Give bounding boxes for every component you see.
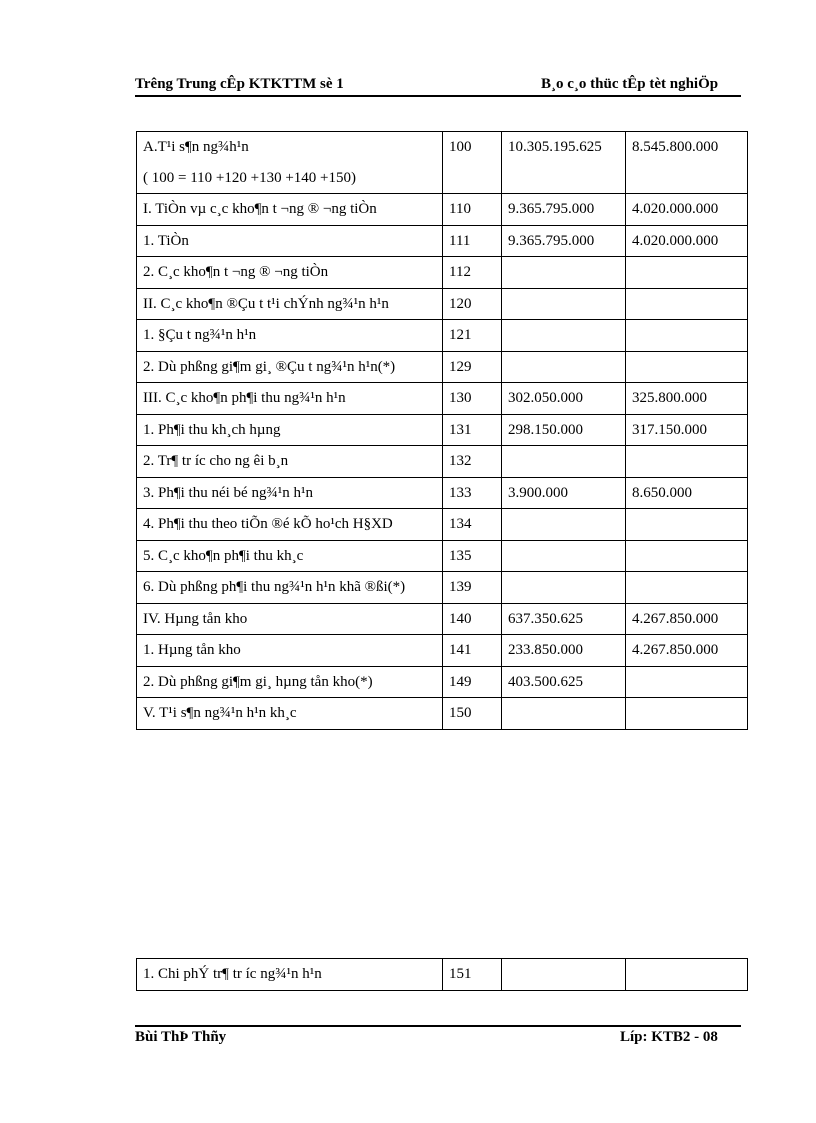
row-value-begin bbox=[626, 509, 748, 541]
row-code: 111 bbox=[443, 225, 502, 257]
table-row bbox=[137, 603, 748, 635]
row-code: 100 bbox=[443, 132, 502, 194]
table-row bbox=[137, 509, 748, 541]
row-code: 130 bbox=[443, 383, 502, 415]
row-value-end: 10.305.195.625 bbox=[502, 132, 626, 194]
row-label: V. T¹i s¶n ng¾¹n h¹n kh¸c bbox=[137, 698, 443, 730]
row-value-begin bbox=[626, 959, 748, 991]
row-code: 131 bbox=[443, 414, 502, 446]
row-value-end: 302.050.000 bbox=[502, 383, 626, 415]
header-report-title: B¸o c¸o thüc tÊp tèt nghiÖp bbox=[541, 76, 719, 92]
footer-divider bbox=[135, 1025, 741, 1027]
row-label: 1. Ph¶i thu kh¸ch hµng bbox=[137, 414, 443, 446]
row-value-begin bbox=[626, 288, 748, 320]
row-value-begin: 317.150.000 bbox=[626, 414, 748, 446]
row-label: 4. Ph¶i thu theo tiÕn ®é kÕ ho¹ch H§XD bbox=[137, 509, 443, 541]
row-label: 2. Dù phßng gi¶m gi¸ hµng tån kho(*) bbox=[137, 666, 443, 698]
table-row bbox=[137, 446, 748, 478]
row-value-end bbox=[502, 959, 626, 991]
row-value-begin: 325.800.000 bbox=[626, 383, 748, 415]
row-code: 139 bbox=[443, 572, 502, 604]
row-value-end: 637.350.625 bbox=[502, 603, 626, 635]
table-row bbox=[137, 635, 748, 667]
row-code: 133 bbox=[443, 477, 502, 509]
row-code: 149 bbox=[443, 666, 502, 698]
row-code: 134 bbox=[443, 509, 502, 541]
row-value-end: 233.850.000 bbox=[502, 635, 626, 667]
row-label: IV. Hµng tån kho bbox=[137, 603, 443, 635]
row-label: 5. C¸c kho¶n ph¶i thu kh¸c bbox=[137, 540, 443, 572]
table-row bbox=[137, 383, 748, 415]
row-code: 132 bbox=[443, 446, 502, 478]
balance-sheet-table bbox=[136, 131, 748, 730]
row-value-begin: 4.267.850.000 bbox=[626, 635, 748, 667]
table-row bbox=[137, 351, 748, 383]
row-label: III. C¸c kho¶n ph¶i thu ng¾¹n h¹n bbox=[137, 383, 443, 415]
table-row bbox=[137, 572, 748, 604]
footer-author: Bùi ThÞ Thñy bbox=[135, 1029, 227, 1045]
table-row bbox=[137, 225, 748, 257]
row-value-end: 298.150.000 bbox=[502, 414, 626, 446]
row-label: 2. Tr¶ tr íc cho ng êi b¸n bbox=[137, 446, 443, 478]
footer-class: Líp: KTB2 - 08 bbox=[620, 1029, 718, 1045]
table-row bbox=[137, 320, 748, 352]
row-code: 141 bbox=[443, 635, 502, 667]
row-value-end: 3.900.000 bbox=[502, 477, 626, 509]
row-value-begin bbox=[626, 320, 748, 352]
table-row bbox=[137, 477, 748, 509]
row-value-begin: 8.650.000 bbox=[626, 477, 748, 509]
table-row bbox=[137, 698, 748, 730]
row-code: 120 bbox=[443, 288, 502, 320]
table-row bbox=[137, 132, 748, 194]
row-value-end bbox=[502, 288, 626, 320]
row-code: 135 bbox=[443, 540, 502, 572]
row-value-begin: 4.267.850.000 bbox=[626, 603, 748, 635]
row-value-end bbox=[502, 540, 626, 572]
row-label: 6. Dù phßng ph¶i thu ng¾¹n h¹n khã ®ßi(*) bbox=[137, 572, 443, 604]
balance-sheet-table-continued bbox=[136, 958, 748, 991]
row-value-begin: 4.020.000.000 bbox=[626, 225, 748, 257]
row-value-begin bbox=[626, 446, 748, 478]
row-code: 121 bbox=[443, 320, 502, 352]
row-label: 2. Dù phßng gi¶m gi¸ ®Çu t ng¾¹n h¹n(*) bbox=[137, 351, 443, 383]
row-value-begin: 4.020.000.000 bbox=[626, 194, 748, 226]
table-row bbox=[137, 666, 748, 698]
row-code: 129 bbox=[443, 351, 502, 383]
row-value-begin bbox=[626, 666, 748, 698]
table-row bbox=[137, 194, 748, 226]
table-row bbox=[137, 257, 748, 289]
table-row bbox=[137, 959, 748, 991]
row-code: 151 bbox=[443, 959, 502, 991]
table-row bbox=[137, 288, 748, 320]
row-value-end bbox=[502, 446, 626, 478]
row-value-end bbox=[502, 320, 626, 352]
table-row bbox=[137, 414, 748, 446]
row-label: 2. C¸c kho¶n t ¬ng ® ¬ng tiÒn bbox=[137, 257, 443, 289]
row-value-end bbox=[502, 572, 626, 604]
table-row bbox=[137, 540, 748, 572]
row-value-end: 9.365.795.000 bbox=[502, 194, 626, 226]
row-code: 140 bbox=[443, 603, 502, 635]
row-value-begin bbox=[626, 257, 748, 289]
row-value-end bbox=[502, 698, 626, 730]
row-value-end bbox=[502, 257, 626, 289]
row-label: 3. Ph¶i thu néi bé ng¾¹n h¹n bbox=[137, 477, 443, 509]
row-label: II. C¸c kho¶n ®Çu t t¹i chÝnh ng¾¹n h¹n bbox=[137, 288, 443, 320]
row-code: 112 bbox=[443, 257, 502, 289]
header-school-name: Trêng Trung cÊp KTKTTM sè 1 bbox=[135, 76, 344, 92]
row-value-end: 9.365.795.000 bbox=[502, 225, 626, 257]
row-label: 1. Hµng tån kho bbox=[137, 635, 443, 667]
row-label: 1. Chi phÝ tr¶ tr íc ng¾¹n h¹n bbox=[137, 959, 443, 991]
row-label: A.T¹i s¶n ng¾h¹n ( 100 = 110 +120 +130 +140 +150) bbox=[137, 132, 443, 194]
row-code: 150 bbox=[443, 698, 502, 730]
row-value-begin bbox=[626, 698, 748, 730]
row-value-end: 403.500.625 bbox=[502, 666, 626, 698]
row-value-begin: 8.545.800.000 bbox=[626, 132, 748, 194]
row-label: 1. TiÒn bbox=[137, 225, 443, 257]
header-divider bbox=[135, 95, 741, 97]
row-value-begin bbox=[626, 540, 748, 572]
row-label: I. TiÒn vµ c¸c kho¶n t ¬ng ® ¬ng tiÒn bbox=[137, 194, 443, 226]
row-value-begin bbox=[626, 351, 748, 383]
row-label: 1. §Çu t ng¾¹n h¹n bbox=[137, 320, 443, 352]
row-value-end bbox=[502, 351, 626, 383]
row-value-begin bbox=[626, 572, 748, 604]
row-value-end bbox=[502, 509, 626, 541]
row-code: 110 bbox=[443, 194, 502, 226]
